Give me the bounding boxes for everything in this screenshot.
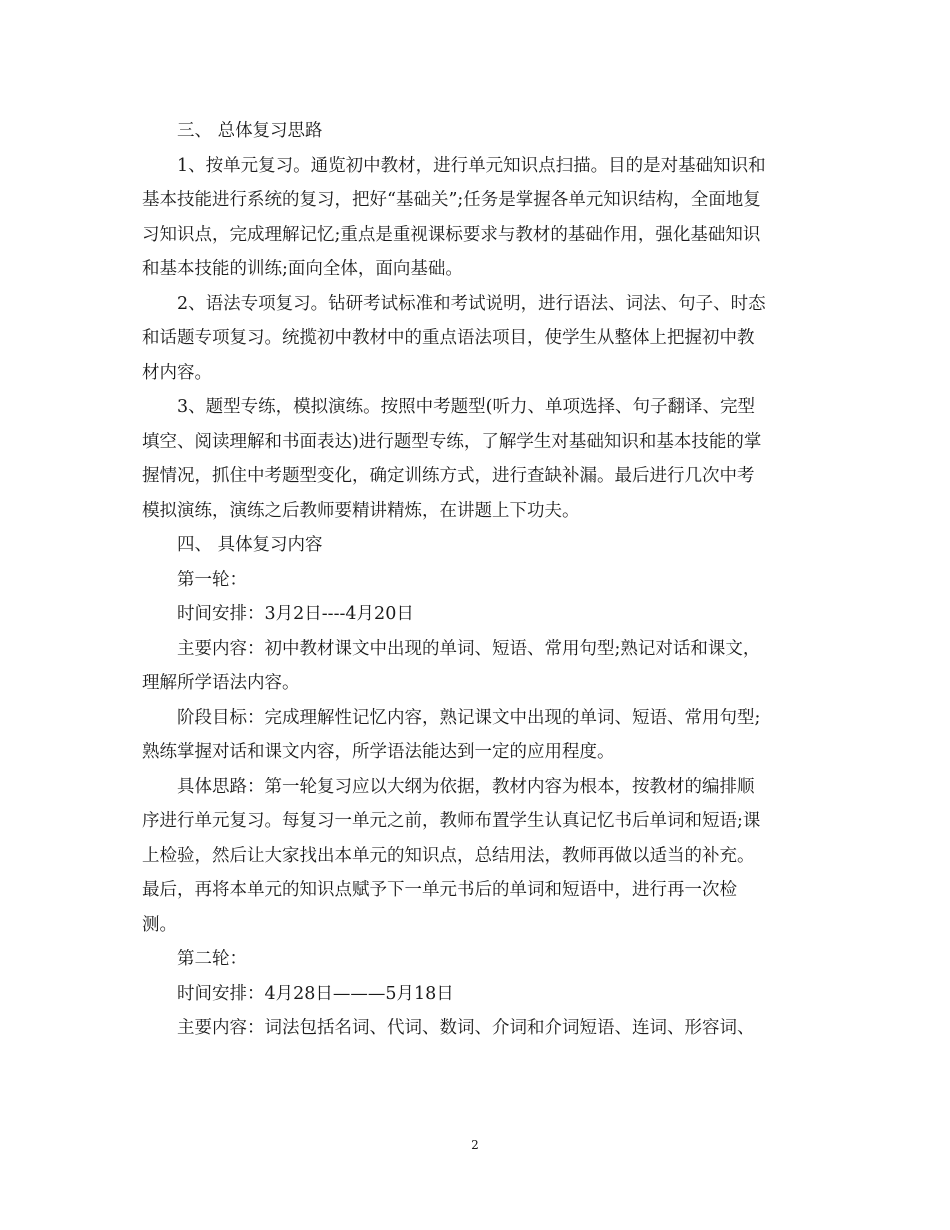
text-line: 测。 <box>142 914 177 935</box>
text-line: 三、 总体复习思路 <box>177 121 323 141</box>
text-line: 基本技能进行系统的复习，把好“基础关”;任务是掌握各单元知识结构，全面地复 <box>142 190 761 210</box>
text-line: 和话题专项复习。统揽初中教材中的重点语法项目，使学生从整体上把握初中教 <box>142 328 755 348</box>
text-line: 3、题型专练，模拟演练。按照中考题型(听力、单项选择、句子翻译、完型 <box>177 397 755 417</box>
page-number: 2 <box>471 1138 479 1152</box>
text-line: 主要内容：初中教材课文中出现的单词、短语、常用句型;熟记对话和课文， <box>177 638 761 659</box>
text-line: 1、按单元复习。通览初中教材，进行单元知识点扫描。目的是对基础知识和 <box>177 155 766 176</box>
text-line: 握情况，抓住中考题型变化，确定训练方式，进行查缺补漏。最后进行几次中考 <box>142 466 755 486</box>
text-line: 最后，再将本单元的知识点赋予下一单元书后的单词和短语中，进行再一次检 <box>142 880 737 900</box>
text-line: 材内容。 <box>142 362 212 383</box>
text-line: 习知识点，完成理解记忆;重点是重视课标要求与教材的基础作用，强化基础知识 <box>142 224 761 245</box>
text-line: 理解所学语法内容。 <box>142 673 300 693</box>
text-line: 熟练掌握对话和课文内容，所学语法能达到一定的应用程度。 <box>142 742 615 762</box>
document-body <box>142 114 804 1046</box>
text-line: 2、语法专项复习。钻研考试标准和考试说明，进行语法、词法、句子、时态 <box>177 293 766 314</box>
text-line: 上检验，然后让大家找出本单元的知识点，总结用法，教师再做以适当的补充。 <box>142 845 755 866</box>
text-line: 主要内容：词法包括名词、代词、数词、介词和介词短语、连词、形容词、 <box>177 1018 755 1038</box>
text-line: 第一轮： <box>177 569 247 590</box>
text-line: 和基本技能的训练;面向全体，面向基础。 <box>142 259 463 279</box>
text-line: 时间安排：3月2日----4月20日 <box>177 604 414 624</box>
text-line: 具体思路：第一轮复习应以大纲为依据，教材内容为根本，按教材的编排顺 <box>177 776 755 797</box>
text-line: 阶段目标：完成理解性记忆内容，熟记课文中出现的单词、短语、常用句型; <box>177 707 761 728</box>
text-line: 第二轮： <box>177 949 247 969</box>
text-line: 序进行单元复习。每复习一单元之前，教师布置学生认真记忆书后单词和短语;课 <box>142 811 761 831</box>
text-line: 时间安排：4月28日———5月18日 <box>177 983 454 1004</box>
text-line: 四、 具体复习内容 <box>177 535 323 555</box>
text-line: 填空、阅读理解和书面表达)进行题型专练，了解学生对基础知识和基本技能的掌 <box>142 431 762 452</box>
text-line: 模拟演练，演练之后教师要精讲精炼，在讲题上下功夫。 <box>142 500 580 521</box>
